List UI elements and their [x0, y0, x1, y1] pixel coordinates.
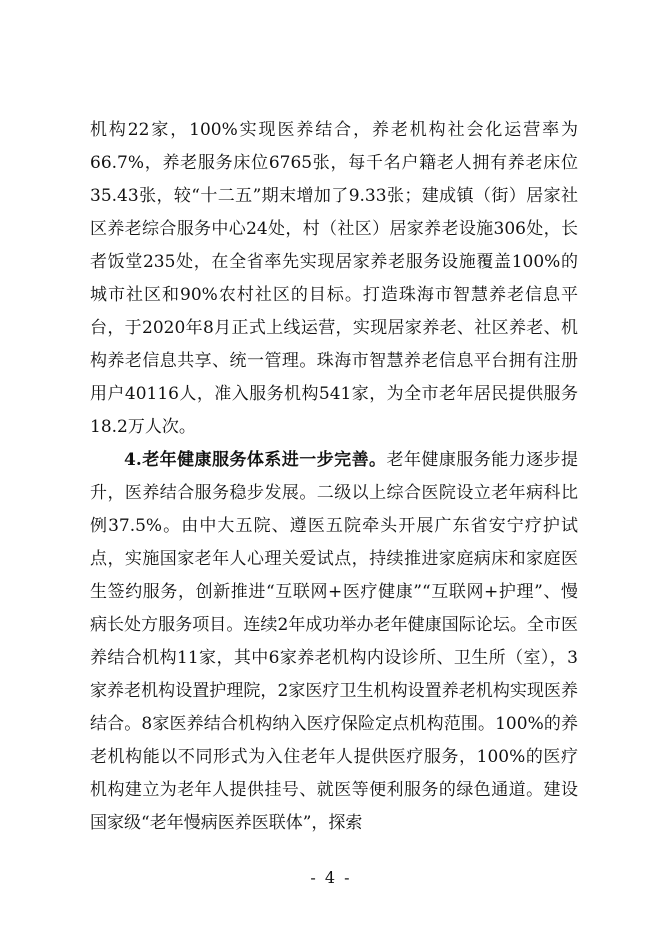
paragraph-2-text: 老年健康服务能力逐步提升，医养结合服务稳步发展。二级以上综合医院设立老年病科比例37.5%。由中大五院、遵医五院牵头开展广东省安宁疗护试点，实施国家老年人心理关爱试点，持续推进家庭病床和家庭医生签约服务，创新推进“互联网+医疗健康”“互联网+护理”、慢病长处方服务项目。连续2年成功举办老年健康国际论坛。全市医养结合机构11家，其中6家养老机构内设诊所、卫生所（室），3家养老机构设置护理院，2家医疗卫生机构设置养老机构实现医养结合。8家医养结合机构纳入医疗保险定点机构范围。100%的养老机构能以不同形式为入住老年人提供医疗服务，100%的医疗机构建立为老年人提供挂号、就医等便利服务的绿色通道。建设国家级“老年慢病医养医联体”，探索 [90, 450, 578, 833]
paragraph-2-heading: 4.老年健康服务体系进一步完善。 [124, 450, 387, 470]
page-number: - 4 - [310, 868, 352, 887]
body-text [90, 114, 578, 840]
paragraph-1: 机构22家，100%实现医养结合，养老机构社会化运营率为66.7%，养老服务床位6765张，每千名户籍老人拥有养老床位35.43张，较“十二五”期末增加了9.33张；建成镇（街）居家社区养老综合服务中心24处，村（社区）居家养老设施306处，长者饭堂235处，在全省率先实现居家养老服务设施覆盖100%的城市社区和90%农村社区的目标。打造珠海市智慧养老信息平台，于2020年8月正式上线运营，实现居家养老、社区养老、机构养老信息共享、统一管理。珠海市智慧养老信息平台拥有注册用户40116人，准入服务机构541家，为全市老年居民提供服务18.2万人次。 [90, 120, 578, 437]
paragraph-2 [90, 444, 578, 840]
